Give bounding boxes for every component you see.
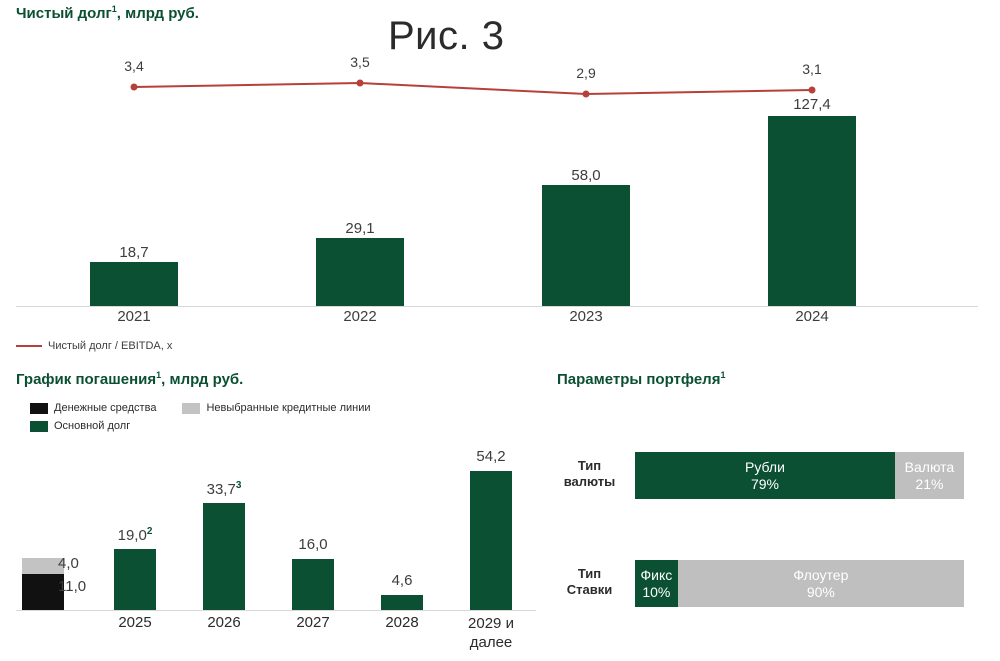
repayment-schedule-title-text: График погашения xyxy=(16,371,157,388)
value-2028: 4,6 xyxy=(391,572,413,589)
value-2026: 33,7$^3$ xyxy=(206,480,242,498)
bar-2024 xyxy=(768,116,856,306)
value-2029-plus: 54,2 xyxy=(476,448,506,465)
bar-group-2023 xyxy=(468,185,704,306)
portfolio-params-footnote: 1 xyxy=(720,370,726,380)
repayment-schedule-unit: , млрд руб. xyxy=(161,371,244,388)
value-2025: 19,0$^2$ xyxy=(117,526,153,544)
xlabel-2027: 2027 xyxy=(296,614,330,631)
portfolio-segment-floater xyxy=(678,560,964,607)
portfolio-segment-foreign-value: 21% xyxy=(915,475,944,492)
ratio-label-2022: 3,5 xyxy=(350,54,370,70)
xlabel-2021: 2021 xyxy=(117,308,151,325)
portfolio-segment-fixed-value: 10% xyxy=(642,583,671,600)
value-2027: 16,0 xyxy=(298,536,328,553)
portfolio-segment-foreign-name: Валюта xyxy=(904,458,955,475)
page-title-unit: , млрд руб. xyxy=(116,5,199,22)
portfolio-segment-foreign xyxy=(895,452,964,499)
legend-label-credit-lines: Невыбранные кредитные линии xyxy=(206,402,371,414)
ratio-label-2023: 2,9 xyxy=(576,65,596,81)
net-debt-axis-line xyxy=(16,306,978,307)
portfolio-segment-floater-name: Флоутер xyxy=(793,566,849,583)
figure-label: Рис. 3 xyxy=(388,14,505,58)
portfolio-segment-fixed xyxy=(635,560,678,607)
portfolio-bar-rate xyxy=(635,560,964,607)
legend-swatch-cash xyxy=(30,403,48,414)
xlabel-2028: 2028 xyxy=(385,614,419,631)
bar-2021 xyxy=(90,262,178,306)
xlabel-2022: 2022 xyxy=(343,308,377,325)
portfolio-row-currency-label: Тип валюты xyxy=(563,458,616,489)
bar-group-2024 xyxy=(694,116,930,306)
portfolio-params-title-text: Параметры портфеля xyxy=(557,371,721,388)
bar-2025 xyxy=(114,549,156,610)
bar-group-2022 xyxy=(242,238,478,306)
bar-value-2022: 29,1 xyxy=(345,220,375,237)
bar-2028 xyxy=(381,595,423,610)
repayment-axis-line xyxy=(16,610,536,611)
xlabel-2024: 2024 xyxy=(795,308,829,325)
portfolio-bar-currency xyxy=(635,452,964,499)
legend-label-net-debt-ebitda: Чистый долг / EBITDA, x xyxy=(48,340,173,352)
portfolio-segment-rubles-value: 79% xyxy=(750,475,779,492)
net-debt-legend xyxy=(16,340,172,352)
bar-2026 xyxy=(203,503,245,610)
xlabel-2026: 2026 xyxy=(207,614,241,631)
repayment-schedule-chart xyxy=(0,430,545,661)
bar-value-2023: 58,0 xyxy=(571,167,601,184)
repayment-schedule-footnote: 1 xyxy=(156,370,162,380)
xlabel-2023: 2023 xyxy=(569,308,603,325)
page-title-footnote: 1 xyxy=(111,4,117,14)
repayment-schedule-title xyxy=(16,370,243,388)
portfolio-segment-fixed-name: Фикс xyxy=(640,566,673,583)
legend-label-principal: Основной долг xyxy=(54,420,131,432)
ratio-label-2024: 3,1 xyxy=(802,61,822,77)
portfolio-row-rate-label: Тип Ставки xyxy=(566,566,613,597)
xlabel-2029-plus: 2029 и далее xyxy=(468,615,514,651)
legend-label-cash: Денежные средства xyxy=(54,402,157,414)
portfolio-segment-rubles-name: Рубли xyxy=(745,458,785,475)
net-debt-chart xyxy=(0,50,1000,340)
page-title-text: Чистый долг xyxy=(16,5,112,22)
portfolio-segment-rubles xyxy=(635,452,895,499)
portfolio-params xyxy=(557,430,1000,650)
portfolio-params-title xyxy=(557,370,725,388)
legend-line-swatch xyxy=(16,345,42,347)
ratio-label-2021: 3,4 xyxy=(124,58,144,74)
page-title xyxy=(16,4,199,22)
value-credit-lines: 4,0 xyxy=(58,555,79,572)
portfolio-segment-floater-value: 90% xyxy=(806,583,835,600)
xlabel-2025: 2025 xyxy=(118,614,152,631)
repayment-legend-row-1 xyxy=(30,402,371,414)
bar-value-2021: 18,7 xyxy=(119,244,149,261)
bar-2022 xyxy=(316,238,404,306)
bar-group-2021 xyxy=(16,262,252,306)
bar-2023 xyxy=(542,185,630,306)
bar-value-2024: 127,4 xyxy=(793,96,831,113)
legend-swatch-credit-lines xyxy=(182,403,200,414)
value-cash: 11,0 xyxy=(58,578,87,595)
bar-2029-plus xyxy=(470,471,512,610)
bar-2027 xyxy=(292,559,334,610)
